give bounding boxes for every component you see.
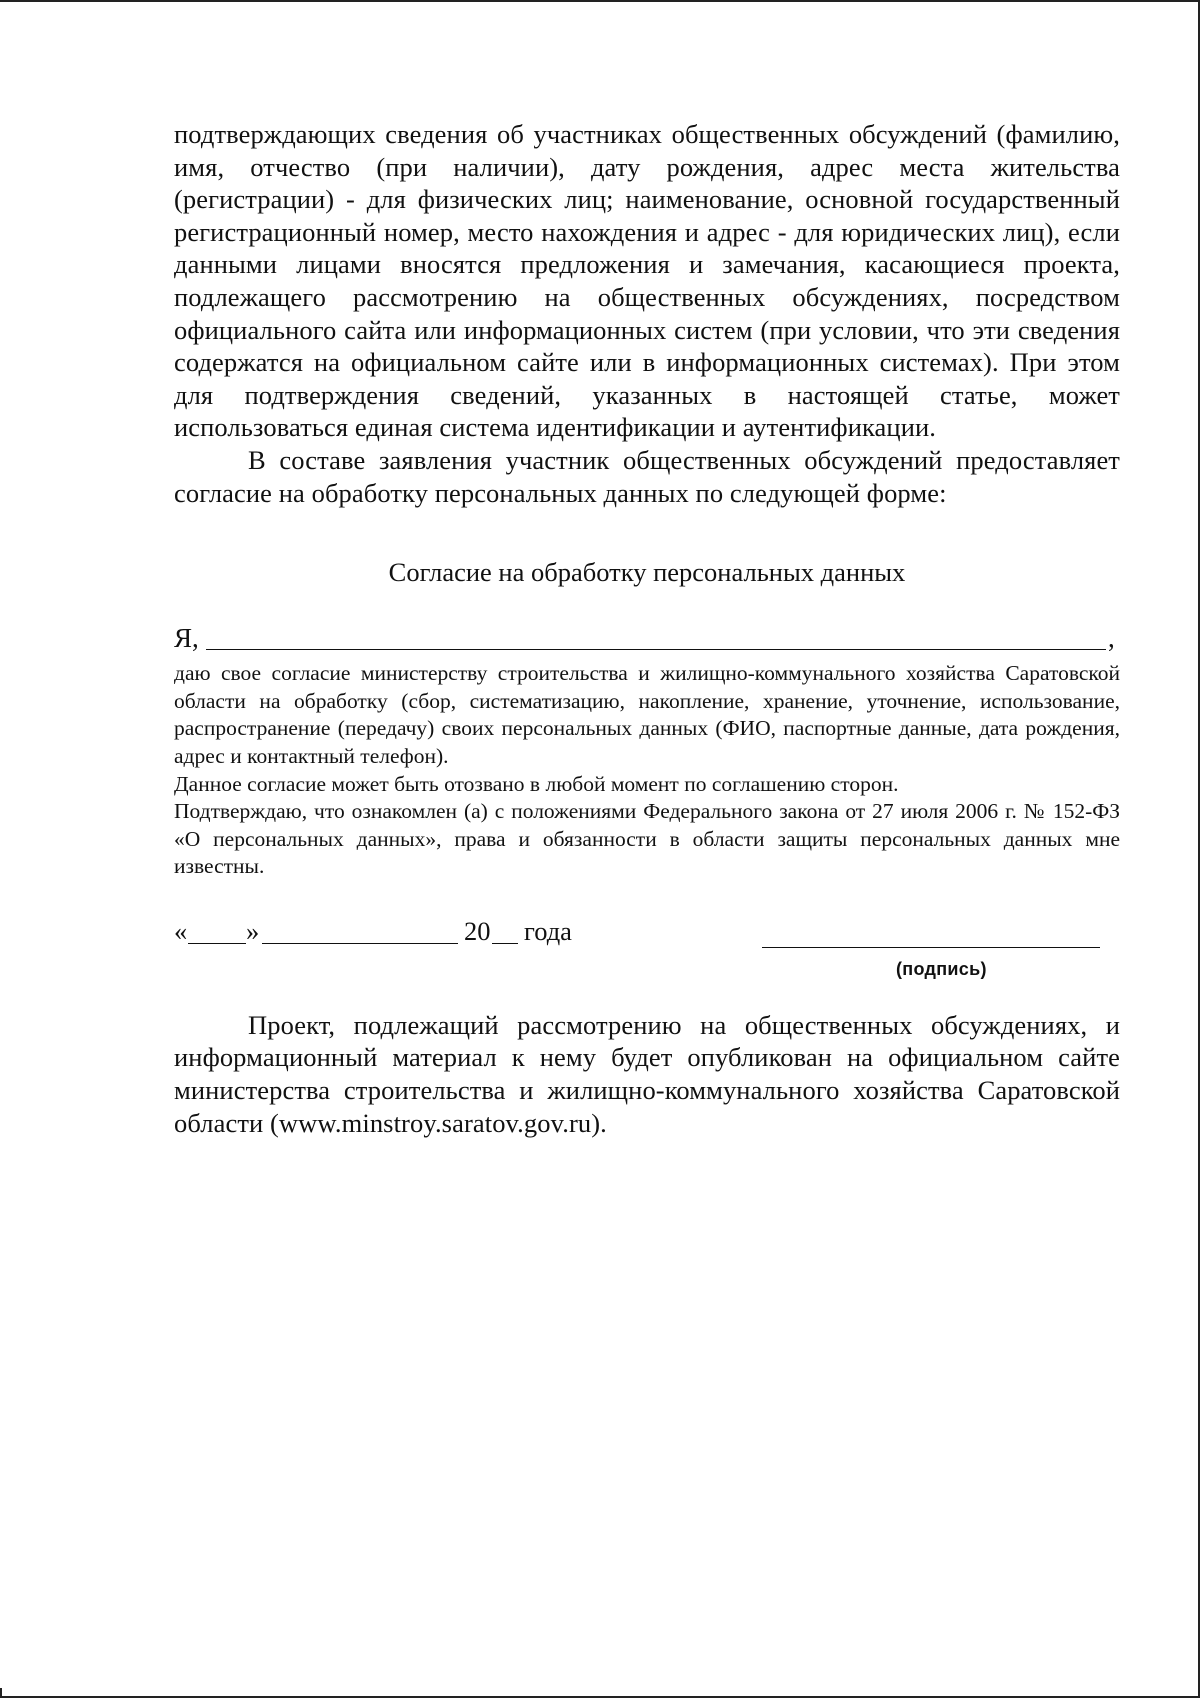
date-signature-row [174, 915, 1120, 979]
date-close-quote: » [246, 915, 260, 946]
year-suffix: года [524, 915, 572, 946]
scan-edge-top [0, 0, 1200, 2]
month-blank [262, 943, 458, 944]
name-blank [206, 649, 1106, 650]
year-prefix: 20 [464, 915, 491, 946]
scan-edge-left [0, 1688, 2, 1698]
form-title: Согласие на обработку персональных данных [388, 557, 906, 588]
acknowledgement-text: Подтверждаю, что ознакомлен (а) с положениями Федерального закона от 27 июля 2006 г. № 152-ФЗ «О персональных данных», права и обязанности в области защиты персональных данных мне известны. [174, 799, 1120, 879]
name-line-comma: , [1108, 623, 1115, 654]
consent-text: даю свое согласие министерству строительства и жилищно-коммунального хозяйства Саратовской области на обработку (сбор, систематизацию, накопление, хранение, уточнение, использование, распространение (передачу) своих персональных данных (ФИО, паспортные данные, дата рождения, адрес и контактный телефон). [174, 661, 1120, 768]
year-blank [492, 943, 518, 944]
signature-caption: (подпись) [896, 958, 987, 979]
final-paragraph: Проект, подлежащий рассмотрению на общественных обсуждениях, и информационный материал к нему будет опубликован на официальном сайте министерства строительства и жилищно-коммунального хозяйства Саратовской области (www.minstroy.saratov.gov.ru). [174, 1009, 1120, 1138]
name-line [174, 622, 1120, 654]
day-blank [188, 943, 246, 944]
intro-paragraph: подтверждающих сведения об участниках общественных обсуждений (фамилию, имя, отчество (при наличии), дату рождения, адрес места жительства (регистрации) - для физических лиц; наименование, основной государственный регистрационный номер, место нахождения и адрес - для юридических лиц), если данными лицами вносятся предложения и замечания, касающиеся проекта, подлежащего рассмотрению на общественных обсуждениях, посредством официального сайта или информационных систем (при условии, что эти сведения содержатся на официальном сайте или в информационных системах). При этом для подтверждения сведений, указанных в настоящей статье, может использоваться единая система идентификации и аутентификации. [174, 119, 1120, 443]
consent-intro-paragraph: В составе заявления участник общественных обсуждений предоставляет согласие на обработку персональных данных по следующей форме: [174, 444, 1120, 508]
date-open-quote: « [174, 915, 188, 946]
name-line-label: Я, [174, 623, 199, 654]
document-body [174, 118, 1120, 1139]
signature-blank [762, 947, 1100, 948]
revocation-text: Данное согласие может быть отозвано в любой момент по соглашению сторон. [174, 771, 899, 796]
